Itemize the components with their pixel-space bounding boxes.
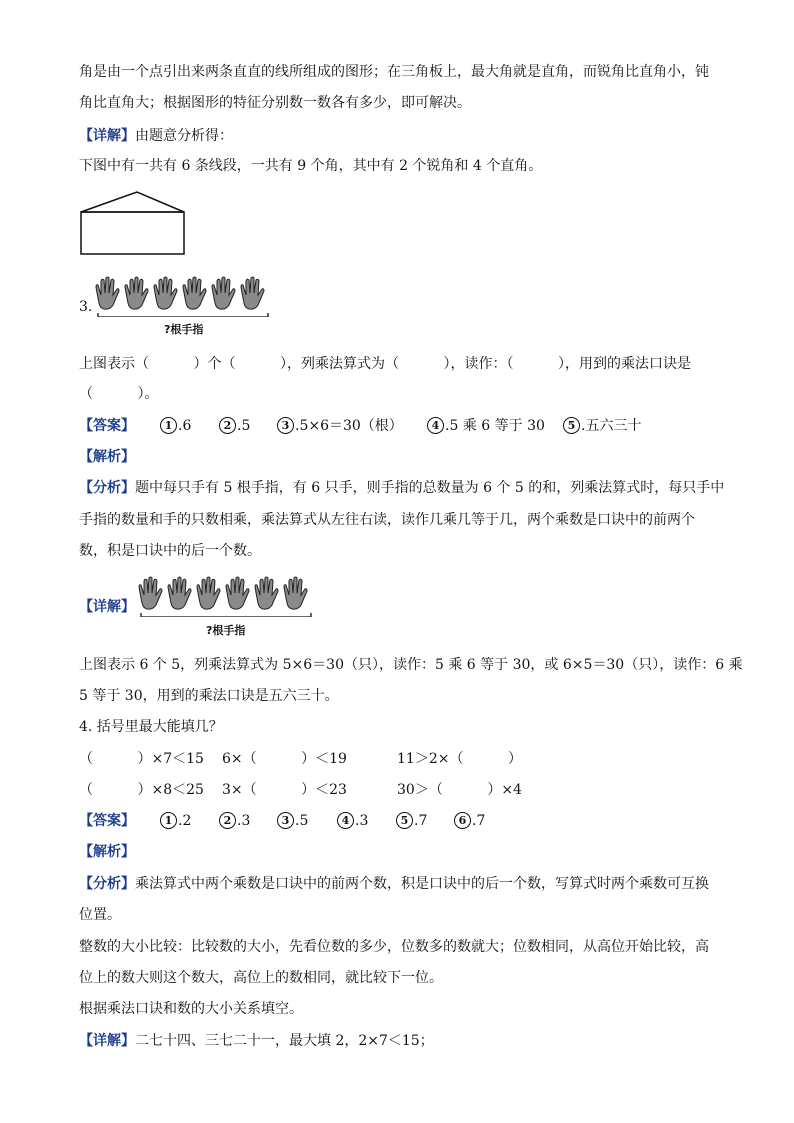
detail-line [79,1031,434,1051]
detail-tag: 【详解】 [79,128,135,144]
detail-text: 二七十四、三七二十一，最大填 2，2×7＜15； [135,1033,434,1049]
answer-item: 6 .7 [454,811,485,831]
hands-illustration [136,575,316,617]
answer-item: 3 .5 [277,811,308,831]
paragraph: 位置。 [79,907,121,923]
paragraph: 角比直角大；根据图形的特征分别数一数各有多少，即可解决。 [79,95,471,111]
analysis-text: 乘法算式中两个乘数是口诀中的前两个数，积是口诀中的后一个数，写算式时两个乘数可互换 [135,876,709,892]
segment-figure [79,190,187,258]
question-item: （ ）×7＜15 [79,751,204,767]
answer-value: 五六三十 [585,418,642,434]
detail-line [79,126,233,146]
answer-item: 5 .五六三十 [563,416,641,436]
question-number: 3. [79,299,93,315]
detail-tag: 【详解】 [79,599,135,615]
answer-item: 1 .2 [160,811,191,831]
circled-number: 6 [454,812,471,829]
answer-item: 1 .6 [160,416,191,436]
analysis-text: 题中每只手有 5 根手指，有 6 只手，则手指的总数量为 6 个 5 的和，列乘法算式时，每只手中 [135,480,725,496]
answer-value: 2 [182,813,192,829]
fenxi-tag: 【分析】 [79,876,135,892]
circled-number: 3 [277,417,294,434]
detail-tag: 【详解】 [79,1033,135,1049]
paragraph: 角是由一个点引出来两条直直的线所组成的图形；在三角板上，最大角就是直角，而锐角比直角小，钝 [79,64,709,80]
fenxi-tag: 【分析】 [79,480,135,496]
answer-item: 4 .5 乘 6 等于 30 [427,416,545,436]
answer-tag: 【答案】 [79,418,135,434]
answer-value: 5 [241,418,251,434]
analysis-tag: 【解析】 [79,449,135,465]
answer-value: 6 [182,418,192,434]
paragraph: 位上的数大则这个数大，高位上的数相同，就比较下一位。 [79,970,443,986]
circled-number: 4 [427,417,444,434]
hands-label: ?根手指 [206,624,246,637]
answer-value: 3 [359,813,369,829]
answer-value: 7 [418,813,428,829]
answer-value: 5 乘 6 等于 30 [449,418,545,434]
answer-tag: 【答案】 [79,813,135,829]
answer-item: 5 .7 [396,811,427,831]
answer-value: 5 [299,813,309,829]
analysis-tag: 【解析】 [79,844,135,860]
circled-number: 2 [219,812,236,829]
paragraph: 上图表示 6 个 5，列乘法算式为 5×6＝30（只），读作：5 乘 6 等于 30，或 6×5＝30（只），读作：6 乘 [79,657,743,673]
question-item: 30＞（ ）×4 [397,782,522,798]
circled-number: 4 [337,812,354,829]
paragraph: 5 等于 30，用到的乘法口诀是五六三十。 [79,688,339,704]
answer-item: 2 .5 [219,416,250,436]
paragraph: 数，积是口诀中的后一个数。 [79,543,261,559]
question-item: 6×（ ）＜19 [222,751,347,767]
question-text: （ ）。 [79,386,159,402]
detail-text: 由题意分析得： [135,128,233,144]
answer-item: 2 .3 [219,811,250,831]
answer-item: 3 .5×6＝30（根） [277,416,403,436]
paragraph: 整数的大小比较：比较数的大小，先看位数的多少，位数多的数就大；位数相同，从高位开始比较，高 [79,939,709,955]
answer-value: 7 [476,813,486,829]
answer-item: 4 .3 [337,811,368,831]
circled-number: 1 [160,417,177,434]
hands-illustration [93,275,273,317]
circled-number: 5 [563,417,580,434]
question-title: 4. 括号里最大能填几？ [79,719,223,735]
answer-value: 5×6＝30（根） [299,418,403,434]
analysis-line [79,478,724,498]
question-item: 11＞2×（ ） [397,751,522,767]
analysis-line [79,874,709,894]
hands-label: ?根手指 [164,323,204,336]
circled-number: 3 [277,812,294,829]
question-item: （ ）×8＜25 [79,782,204,798]
paragraph: 根据乘法口诀和数的大小关系填空。 [79,1001,303,1017]
answer-value: 3 [241,813,251,829]
circled-number: 2 [219,417,236,434]
circled-number: 1 [160,812,177,829]
paragraph: 下图中有一共有 6 条线段，一共有 9 个角，其中有 2 个锐角和 4 个直角。 [79,158,543,174]
question-item: 3×（ ）＜23 [222,782,347,798]
circled-number: 5 [396,812,413,829]
paragraph: 手指的数量和手的只数相乘，乘法算式从左往右读，读作几乘几等于几，两个乘数是口诀中的前两个 [79,512,695,528]
question-text: 上图表示（ ）个（ ），列乘法算式为（ ），读作：（ ），用到的乘法口诀是 [79,356,692,372]
